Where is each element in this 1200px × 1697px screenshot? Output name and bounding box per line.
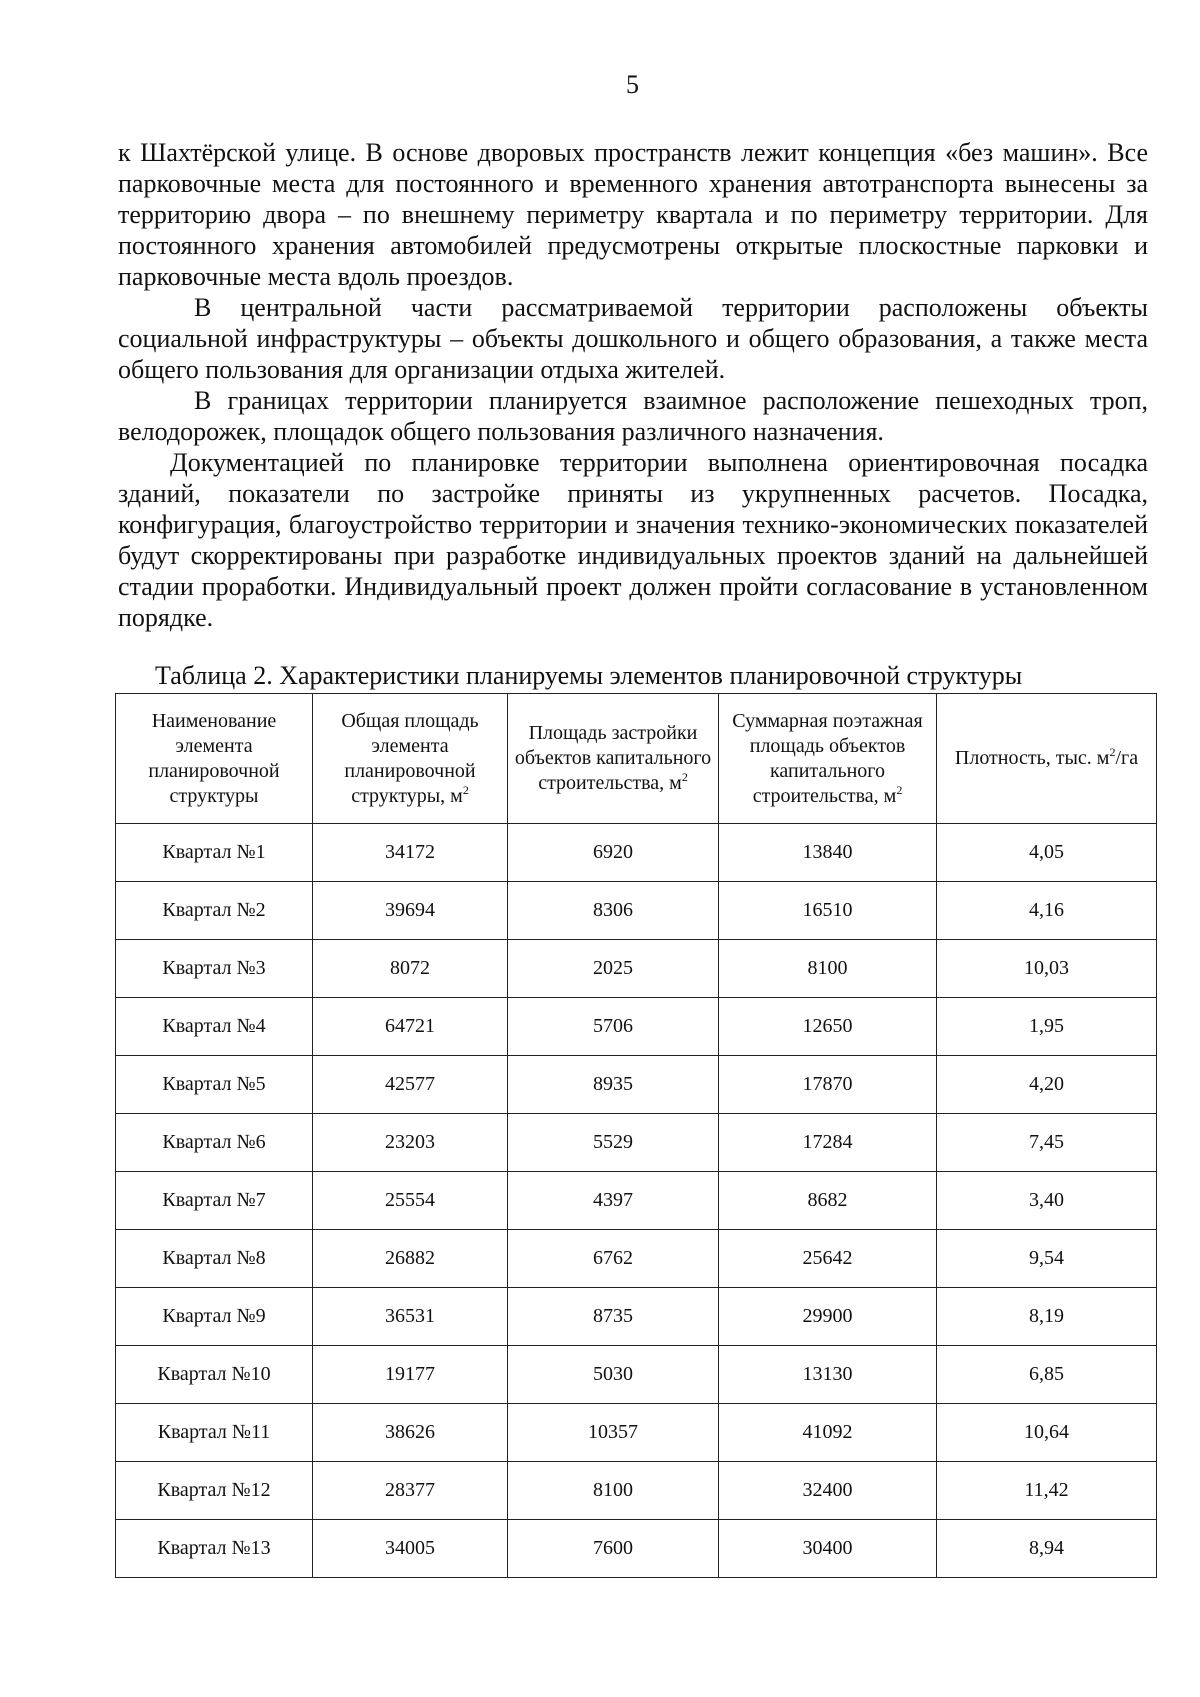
built-area-cell: 8935 xyxy=(508,1056,719,1114)
density-cell: 8,94 xyxy=(937,1520,1157,1578)
floor-area-cell: 8682 xyxy=(719,1172,937,1230)
density-cell: 11,42 xyxy=(937,1462,1157,1520)
total-area-cell: 28377 xyxy=(313,1462,508,1520)
table-row xyxy=(116,1404,1157,1462)
row-name-cell: Квартал №4 xyxy=(116,998,313,1056)
table-row xyxy=(116,940,1157,998)
built-area-cell: 5529 xyxy=(508,1114,719,1172)
density-cell: 3,40 xyxy=(937,1172,1157,1230)
table-row xyxy=(116,1230,1157,1288)
table-row xyxy=(116,1172,1157,1230)
total-area-cell: 8072 xyxy=(313,940,508,998)
density-cell: 4,16 xyxy=(937,882,1157,940)
total-area-cell: 25554 xyxy=(313,1172,508,1230)
header-cell-floor-area: Суммарная поэтажная площадь объектов капитального строительства, $м^2$ xyxy=(719,694,937,824)
floor-area-cell: 17284 xyxy=(719,1114,937,1172)
planning-structure-table xyxy=(115,693,1157,1578)
floor-area-cell: 8100 xyxy=(719,940,937,998)
built-area-cell: 2025 xyxy=(508,940,719,998)
total-area-cell: 64721 xyxy=(313,998,508,1056)
table-row xyxy=(116,1288,1157,1346)
density-cell: 6,85 xyxy=(937,1346,1157,1404)
built-area-cell: 6762 xyxy=(508,1230,719,1288)
row-name-cell: Квартал №13 xyxy=(116,1520,313,1578)
row-name-cell: Квартал №9 xyxy=(116,1288,313,1346)
row-name-cell: Квартал №6 xyxy=(116,1114,313,1172)
built-area-cell: 6920 xyxy=(508,824,719,882)
floor-area-cell: 13130 xyxy=(719,1346,937,1404)
row-name-cell: Квартал №12 xyxy=(116,1462,313,1520)
built-area-cell: 5706 xyxy=(508,998,719,1056)
paragraph: В центральной части рассматриваемой территории расположены объекты социальной инфраструктуры – объекты дошкольного и общего образования, а также места общего пользования для организации отдыха жителей. xyxy=(118,293,1148,384)
density-cell: 8,19 xyxy=(937,1288,1157,1346)
floor-area-cell: 29900 xyxy=(719,1288,937,1346)
page-number: 5 xyxy=(626,70,639,99)
floor-area-cell: 12650 xyxy=(719,998,937,1056)
density-cell: 9,54 xyxy=(937,1230,1157,1288)
header-cell-density: Плотность, тыс. $м^2/га$ xyxy=(937,694,1157,824)
floor-area-cell: 16510 xyxy=(719,882,937,940)
density-cell: 4,05 xyxy=(937,824,1157,882)
total-area-cell: 26882 xyxy=(313,1230,508,1288)
table-row xyxy=(116,1114,1157,1172)
paragraph: В границах территории планируется взаимное расположение пешеходных троп, велодорожек, площадок общего пользования различного назначения. xyxy=(118,386,1148,446)
table-row xyxy=(116,1056,1157,1114)
row-name-cell: Квартал №8 xyxy=(116,1230,313,1288)
row-name-cell: Квартал №10 xyxy=(116,1346,313,1404)
header-cell-total-area: Общая площадь элемента планировочной структуры, $м^2$ xyxy=(313,694,508,824)
body-text xyxy=(118,137,1148,633)
total-area-cell: 36531 xyxy=(313,1288,508,1346)
built-area-cell: 5030 xyxy=(508,1346,719,1404)
table-caption: Таблица 2. Характеристики планируемы элементов планировочной структуры xyxy=(155,661,1023,690)
built-area-cell: 8306 xyxy=(508,882,719,940)
floor-area-cell: 17870 xyxy=(719,1056,937,1114)
table-row xyxy=(116,824,1157,882)
floor-area-cell: 32400 xyxy=(719,1462,937,1520)
density-cell: 10,03 xyxy=(937,940,1157,998)
row-name-cell: Квартал №5 xyxy=(116,1056,313,1114)
total-area-cell: 34172 xyxy=(313,824,508,882)
total-area-cell: 19177 xyxy=(313,1346,508,1404)
header-cell-name: Наименование элемента планировочной структуры xyxy=(116,694,313,824)
floor-area-cell: 41092 xyxy=(719,1404,937,1462)
built-area-cell: 4397 xyxy=(508,1172,719,1230)
floor-area-cell: 25642 xyxy=(719,1230,937,1288)
header-cell-built-area: Площадь застройки объектов капитального строительства, $м^2$ xyxy=(508,694,719,824)
built-area-cell: 10357 xyxy=(508,1404,719,1462)
paragraph: к Шахтёрской улице. В основе дворовых пространств лежит концепция «без машин». Все парковочные места для постоянного и временного хранения автотранспорта вынесены за территорию двора – по внешнему периметру квартала и по периметру территории. Для постоянного хранения автомобилей предусмотрены открытые плоскостные парковки и парковочные места вдоль проездов. xyxy=(118,138,1148,291)
paragraph: Документацией по планировке территории выполнена ориентировочная посадка зданий, показатели по застройке приняты из укрупненных расчетов. Посадка, конфигурация, благоустройство территории и значения технико-экономических показателей будут скорректированы при разработке индивидуальных проектов зданий на дальнейшей стадии проработки. Индивидуальный проект должен пройти согласование в установленном порядке. xyxy=(118,448,1148,632)
table-body xyxy=(116,824,1157,1578)
floor-area-cell: 30400 xyxy=(719,1520,937,1578)
total-area-cell: 38626 xyxy=(313,1404,508,1462)
total-area-cell: 42577 xyxy=(313,1056,508,1114)
built-area-cell: 8100 xyxy=(508,1462,719,1520)
table-row xyxy=(116,1520,1157,1578)
density-cell: 4,20 xyxy=(937,1056,1157,1114)
row-name-cell: Квартал №1 xyxy=(116,824,313,882)
built-area-cell: 8735 xyxy=(508,1288,719,1346)
table-row xyxy=(116,998,1157,1056)
row-name-cell: Квартал №7 xyxy=(116,1172,313,1230)
total-area-cell: 34005 xyxy=(313,1520,508,1578)
total-area-cell: 39694 xyxy=(313,882,508,940)
row-name-cell: Квартал №3 xyxy=(116,940,313,998)
density-cell: 1,95 xyxy=(937,998,1157,1056)
density-cell: 7,45 xyxy=(937,1114,1157,1172)
row-name-cell: Квартал №11 xyxy=(116,1404,313,1462)
table-header-row xyxy=(116,694,1157,824)
table-row xyxy=(116,1462,1157,1520)
total-area-cell: 23203 xyxy=(313,1114,508,1172)
density-cell: 10,64 xyxy=(937,1404,1157,1462)
floor-area-cell: 13840 xyxy=(719,824,937,882)
row-name-cell: Квартал №2 xyxy=(116,882,313,940)
built-area-cell: 7600 xyxy=(508,1520,719,1578)
table-row xyxy=(116,882,1157,940)
table-row xyxy=(116,1346,1157,1404)
